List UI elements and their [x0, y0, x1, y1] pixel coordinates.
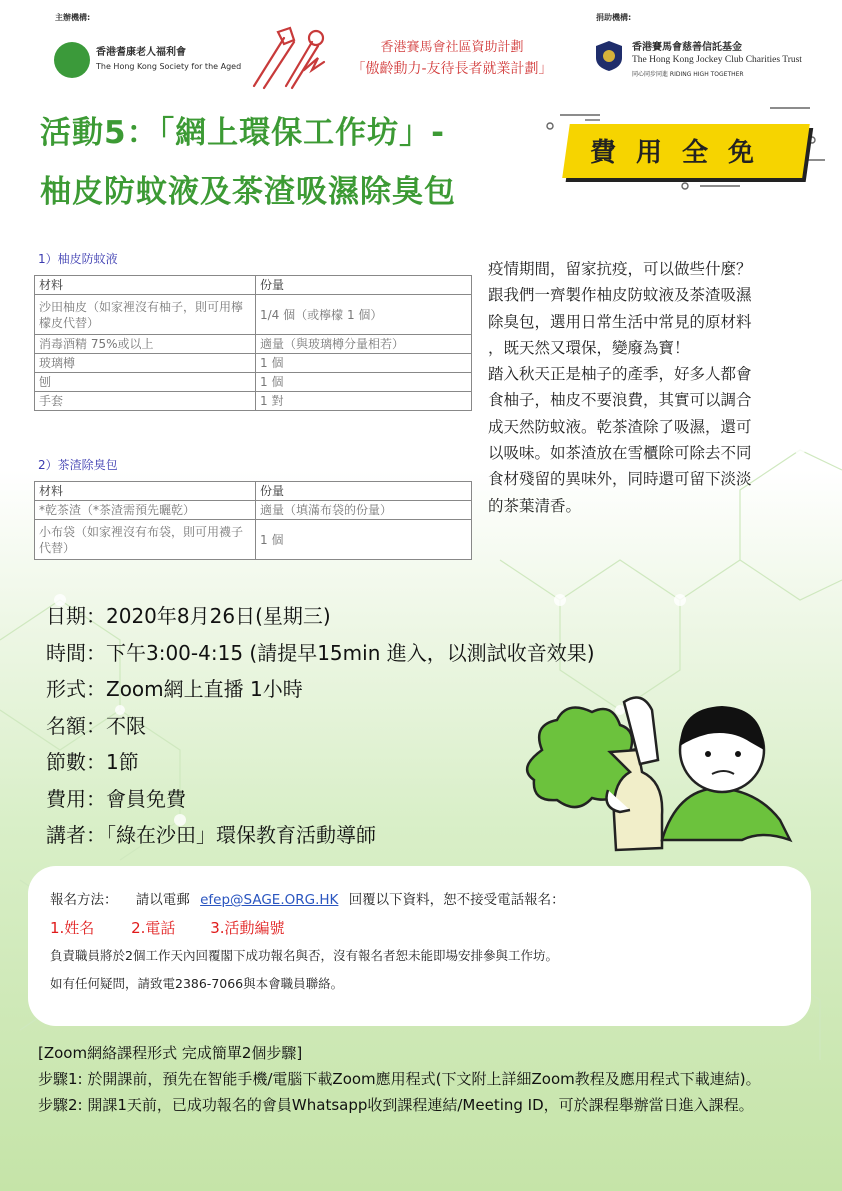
tools-icon — [246, 20, 331, 92]
zoom-steps — [38, 1040, 808, 1118]
required-item-name: 1.姓名 — [50, 919, 95, 937]
table-header-material: 材料 — [35, 276, 256, 295]
table-cell: 適量（與玻璃樽分量相若） — [256, 335, 472, 354]
table-header-amount: 份量 — [256, 482, 472, 501]
table-row — [35, 354, 472, 373]
description-line: 踏入秋天正是柚子的產季，好多人都會 — [488, 365, 752, 384]
organizer-label: 主辦機構: — [55, 13, 91, 22]
description-line: 以吸味。如茶渣放在雪櫃除可除去不同 — [488, 444, 752, 463]
table-cell: 1/4 個（或檸檬 1 個） — [256, 295, 472, 335]
free-badge: 費用全免 — [590, 138, 775, 168]
society-logo-icon — [54, 42, 90, 78]
sponsor-tagline: 同心同步同進 RIDING HIGH TOGETHER — [632, 71, 744, 78]
table-cell: 1 個 — [256, 520, 472, 560]
section1-title: 1）柚皮防蚊液 — [38, 252, 118, 266]
registration-method — [50, 888, 565, 908]
info-sessions: 節數：1節 — [46, 750, 139, 774]
headline-line2: 柚皮防蚊液及茶渣吸濕除臭包 — [40, 174, 456, 210]
table-row — [35, 295, 472, 335]
table-cell: 小布袋（如家裡沒有布袋，則可用襪子代替） — [35, 520, 256, 560]
description-line: 的茶葉清香。 — [488, 496, 582, 515]
table-row — [35, 335, 472, 354]
table-cell: *乾茶渣（*茶渣需預先曬乾） — [35, 501, 256, 520]
table-cell: 1 個 — [256, 354, 472, 373]
registration-prefix: 請以電郵 — [135, 892, 190, 908]
sponsor-name-en: The Hong Kong Jockey Club Charities Trust — [632, 55, 802, 65]
materials-table-2 — [34, 481, 472, 560]
sponsor-name-zh: 香港賽馬會慈善信託基金 — [632, 42, 742, 53]
table-cell: 消毒酒精 75%或以上 — [35, 335, 256, 354]
zoom-step-2: 步驟2: 開課1天前，已成功報名的會員Whatsapp收到課程連結/Meeting ID，可於課程舉辦當日進入課程。 — [38, 1096, 754, 1114]
registration-email-link[interactable]: efep@SAGE.ORG.HK — [200, 892, 339, 908]
activity-description — [488, 256, 800, 519]
info-speaker: 講者：「綠在沙田」環保教育活動導師 — [46, 823, 376, 847]
table-cell: 適量（填滿布袋的份量） — [256, 501, 472, 520]
table-cell: 刨 — [35, 373, 256, 392]
description-line: 食材殘留的異味外，同時還可留下淡淡 — [488, 470, 752, 489]
info-quota: 名額：不限 — [46, 713, 146, 738]
table-header-amount: 份量 — [256, 276, 472, 295]
table-row — [35, 520, 472, 560]
project-title: 香港賽馬會社區資助計劃 — [380, 40, 524, 55]
registration-suffix: 回覆以下資料，恕不接受電話報名： — [348, 892, 565, 908]
info-fee: 費用：會員免費 — [46, 786, 186, 811]
table-header-material: 材料 — [35, 482, 256, 501]
table-row — [35, 392, 472, 411]
org-name-zh: 香港耆康老人福利會 — [96, 47, 186, 58]
zoom-step-1: 步驟1: 於開課前，預先在智能手機/電腦下載Zoom應用程式(下文附上詳細Zoom教程及應用程式下載連結)。 — [38, 1070, 761, 1088]
registration-note-2: 如有任何疑問，請致電2386-7066與本會職員聯絡。 — [50, 976, 344, 991]
info-time: 時間：下午3:00-4:15 (請提早15min 進入，以測試收音效果) — [46, 640, 595, 665]
sponsor-label: 捐助機構: — [596, 13, 632, 22]
description-line: ，既天然又環保，變廢為寶！ — [488, 338, 690, 357]
required-items — [50, 917, 285, 938]
info-date: 日期：2020年8月26日(星期三) — [46, 604, 331, 628]
headline-line1: 活動5：「網上環保工作坊」- — [40, 115, 445, 151]
table-cell: 1 個 — [256, 373, 472, 392]
table-row — [35, 373, 472, 392]
table-header-row — [35, 276, 472, 295]
materials-table-1 — [34, 275, 472, 411]
description-line: 除臭包，選用日常生活中常見的原材料 — [488, 312, 752, 331]
required-item-phone: 2.電話 — [131, 919, 176, 937]
table-header-row — [35, 482, 472, 501]
description-line: 跟我們一齊製作柚皮防蚊液及茶渣吸濕 — [488, 286, 752, 305]
spray-illustration-icon — [512, 690, 802, 860]
table-cell: 1 對 — [256, 392, 472, 411]
org-name-en: The Hong Kong Society for the Aged — [96, 62, 242, 71]
info-format: 形式：Zoom網上直播 1小時 — [46, 677, 303, 701]
table-cell: 手套 — [35, 392, 256, 411]
zoom-steps-heading: [Zoom網絡課程形式 完成簡單2個步驟] — [38, 1044, 303, 1062]
registration-label: 報名方法： — [50, 892, 118, 908]
jockey-club-logo-icon — [594, 40, 624, 72]
description-line: 食柚子，柚皮不要浪費，其實可以調合 — [488, 391, 752, 410]
table-row — [35, 501, 472, 520]
registration-note-1: 負責職員將於2個工作天內回覆閣下成功報名與否，沒有報名者恕未能即場安排參與工作坊。 — [50, 948, 558, 963]
table-cell: 玻璃樽 — [35, 354, 256, 373]
table-cell: 沙田柚皮（如家裡沒有柚子，則可用檸檬皮代替） — [35, 295, 256, 335]
section2-title: 2）茶渣除臭包 — [38, 458, 118, 472]
description-line: 成天然防蚊液。乾茶渣除了吸濕，還可 — [488, 417, 752, 436]
required-item-code: 3.活動編號 — [210, 919, 285, 937]
description-line: 疫情期間，留家抗疫，可以做些什麼？ — [488, 260, 752, 278]
project-subtitle: 「傲齡動力-友待長者就業計劃」 — [351, 61, 553, 77]
